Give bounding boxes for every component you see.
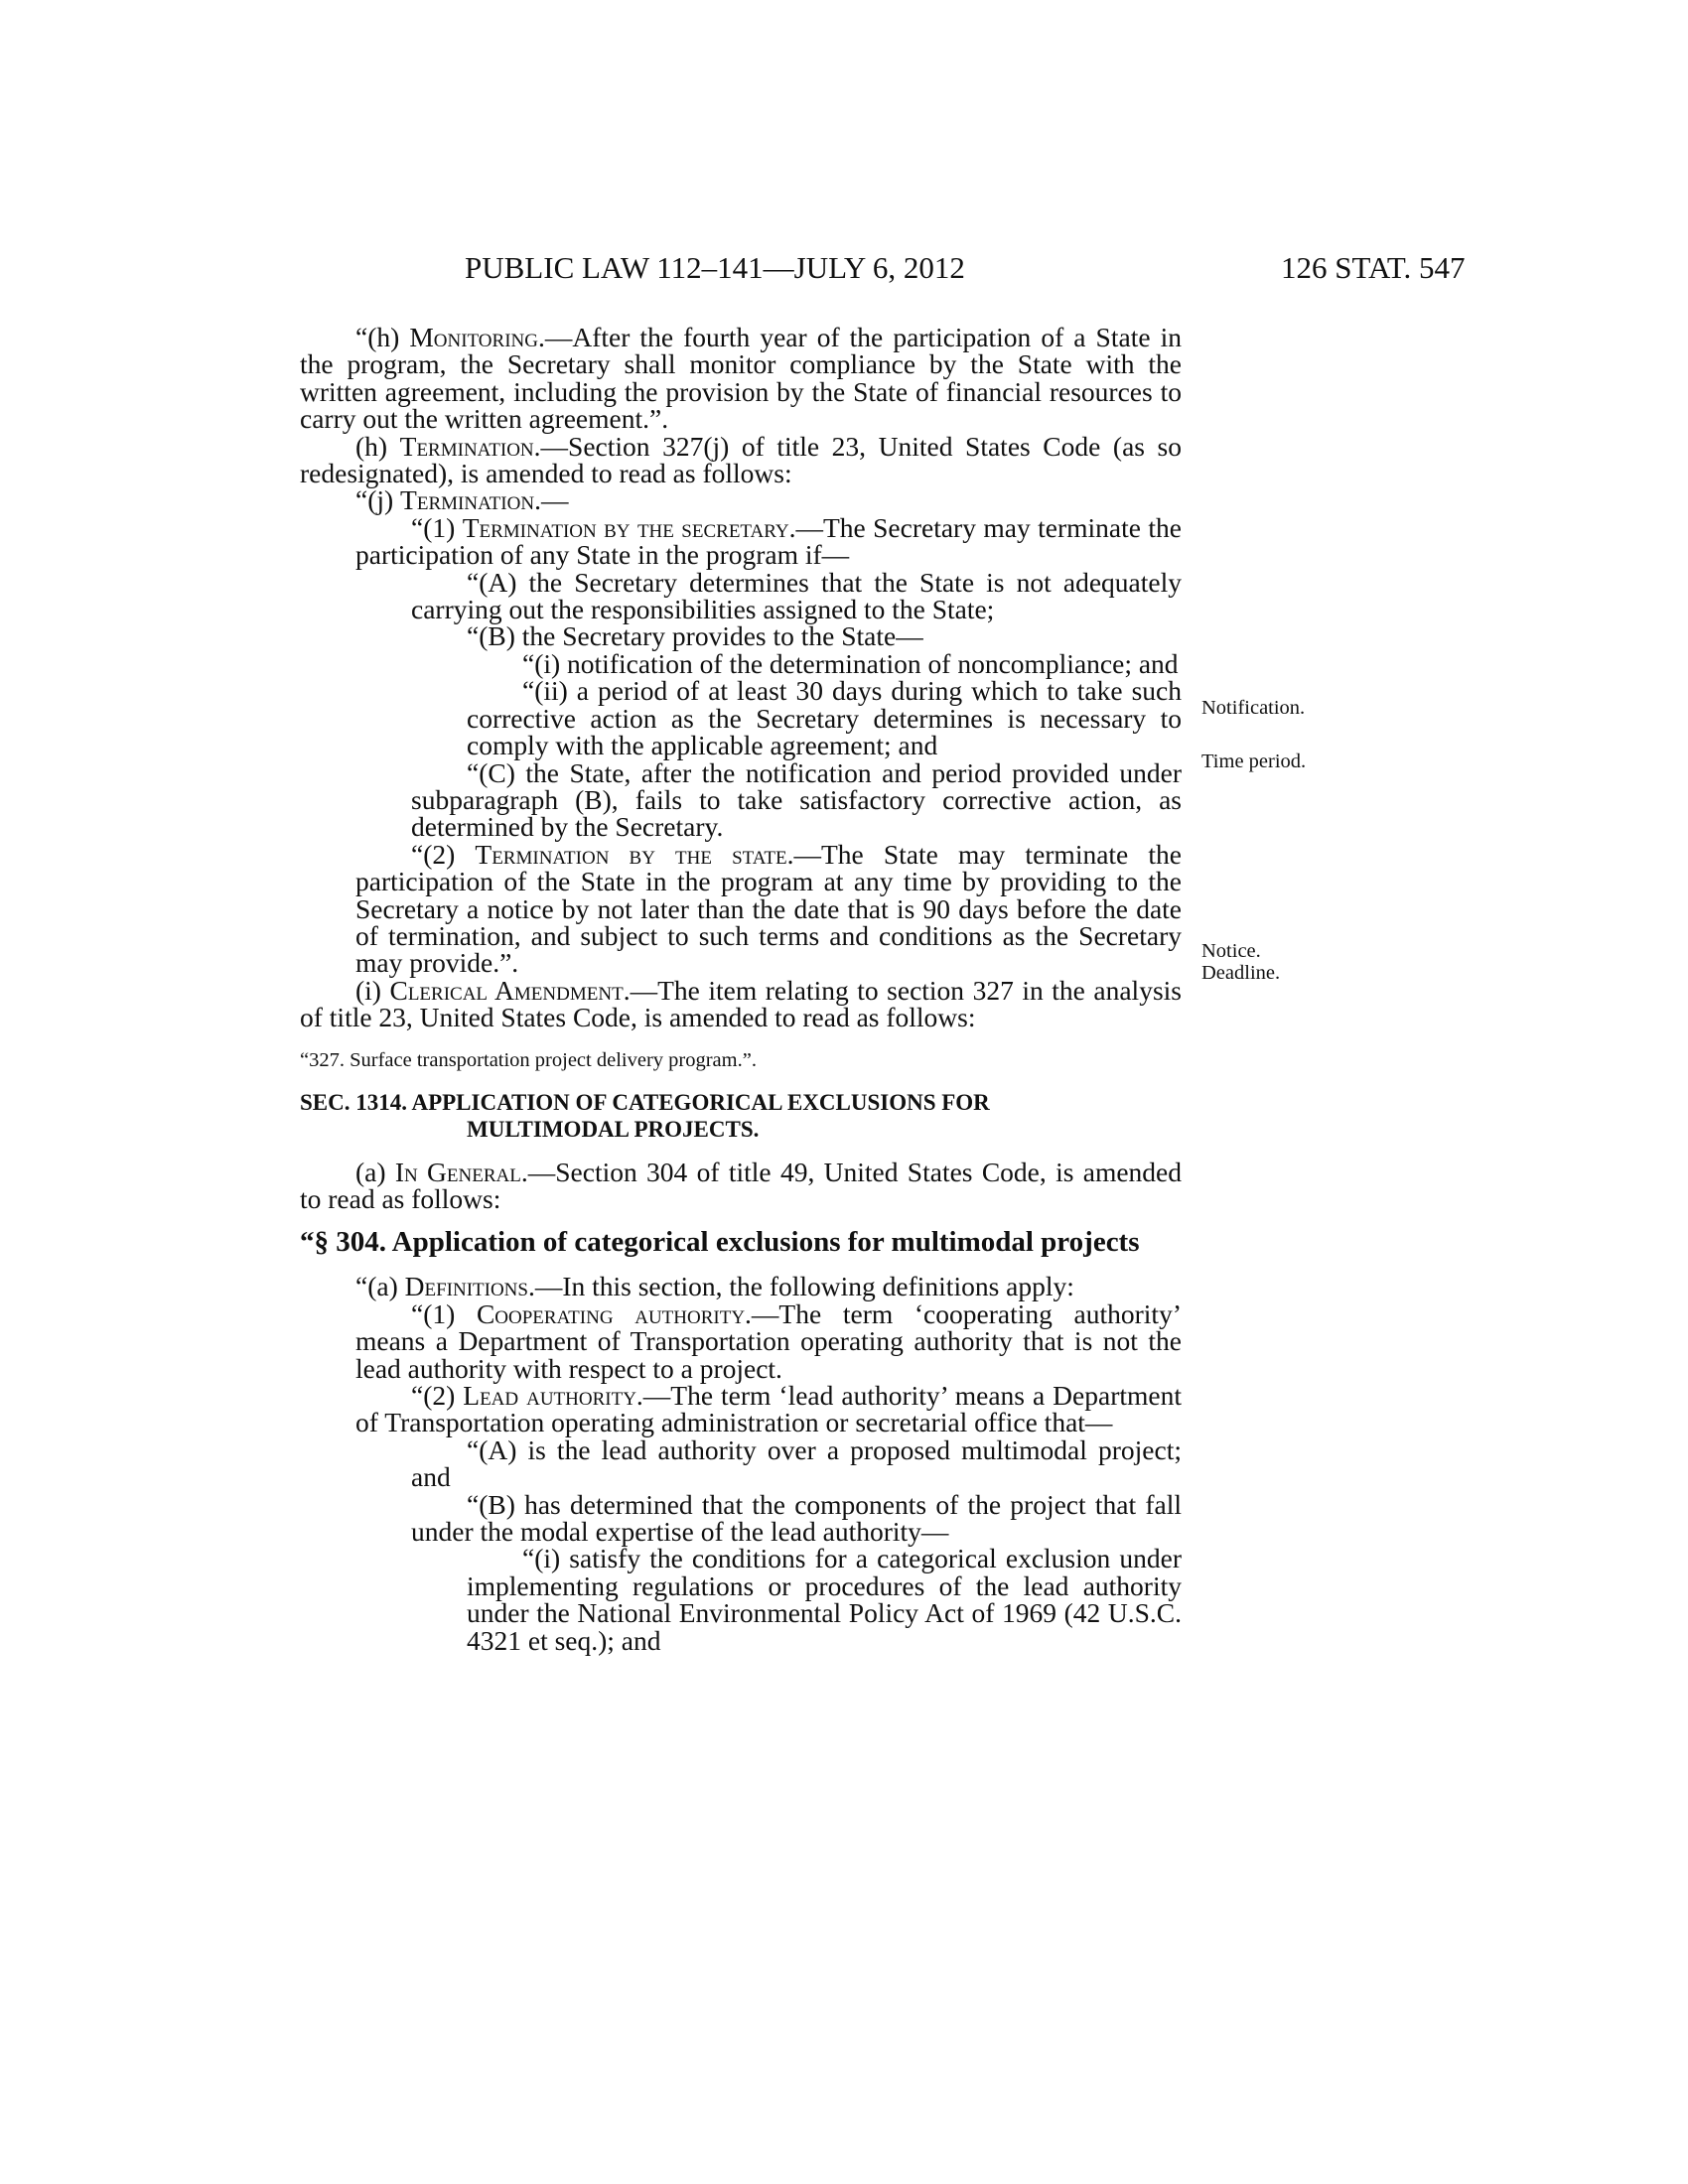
paragraph-c-fails-to-act: “(C) the State, after the notification and period provided under subparagraph (B), fails to take satisfactory corrective action, as determined by the Secretary.: [411, 756, 1182, 843]
analysis-item-327: “327. Surface transportation project delivery program.”.: [300, 1048, 757, 1071]
margin-note-notification: Notification.: [1201, 697, 1306, 719]
paragraph-1-termination-by-secretary: “(1) Termination by the secretary.—The Secretary may terminate the participation of any State in the program if—: [355, 511, 1182, 571]
margin-note-time-period: Time period.: [1201, 751, 1307, 772]
paragraph-h-termination: (h) Termination.—Section 327(j) of title 23, United States Code (as so redesignated), is amended to read as follows:: [300, 430, 1182, 489]
page-body: [300, 324, 1182, 1654]
running-header-title: PUBLIC LAW 112–141—JULY 6, 2012: [465, 250, 965, 285]
section-1314-heading-line1: SEC. 1314. APPLICATION OF CATEGORICAL EXCLUSIONS FOR: [300, 1089, 990, 1115]
paragraph-2-lead-authority: “(2) Lead authority.—The term ‘lead authority’ means a Department of Transportation operating administration or secretarial office that—: [355, 1380, 1182, 1438]
margin-note-notice: Notice.: [1201, 940, 1261, 962]
paragraph-a-in-general: (a) In General.—Section 304 of title 49, United States Code, is amended to read as follows:: [300, 1156, 1182, 1214]
paragraph-a-lead-authority-over: “(A) is the lead authority over a proposed multimodal project; and: [411, 1433, 1182, 1493]
paragraph-i-satisfy-conditions: “(i) satisfy the conditions for a categorical exclusion under implementing regulations or procedures of the lead authority under the National Environmental Policy Act of 1969 (42 U.S.C. 4321 et seq.); and: [467, 1543, 1182, 1656]
paragraph-b-secretary-provides: “(B) the Secretary provides to the State—: [467, 620, 923, 652]
paragraph-b-has-determined: “(B) has determined that the components of the project that fall under the modal expertise of the lead authority—: [411, 1488, 1182, 1548]
section-304-heading: “§ 304. Application of categorical exclusions for multimodal projects: [300, 1226, 1140, 1259]
section-1314-heading-line2: MULTIMODAL PROJECTS.: [467, 1116, 760, 1142]
paragraph-i-clerical-amendment: (i) Clerical Amendment.—The item relating to section 327 in the analysis of title 23, United States Code, is amended to read as follows:: [300, 974, 1182, 1033]
paragraph-h-monitoring: “(h) Monitoring.—After the fourth year of the participation of a State in the program, the Secretary shall monitor compliance by the State with the written agreement, including the provision by the State of financial resources to carry out the written agreement.”.: [300, 322, 1182, 435]
paragraph-j-termination: “(j) Termination.—: [355, 484, 569, 516]
page-number-stat: 126 STAT. 547: [1281, 250, 1466, 285]
paragraph-2-termination-by-state: “(2) Termination by the state.—The State may terminate the participation of the State in the program at any time by providing to the Secretary a notice by not later than the date that is 90 days before the date of termination, and subject to such terms and conditions as the Secretary may provide.”.: [355, 838, 1182, 979]
paragraph-1-cooperating-authority: “(1) Cooperating authority.—The term ‘cooperating authority’ means a Department of Transportation operating authority that is not the lead authority with respect to a project.: [355, 1297, 1182, 1384]
paragraph-a-definitions: “(a) Definitions.—In this section, the following definitions apply:: [355, 1271, 1074, 1302]
paragraph-i-notification: “(i) notification of the determination of noncompliance; and: [522, 647, 1179, 679]
margin-note-deadline: Deadline.: [1201, 962, 1281, 984]
paragraph-ii-period: “(ii) a period of at least 30 days during which to take such corrective action as the Secretary determines is necessary to comply with the applicable agreement; and: [467, 675, 1182, 761]
paragraph-a-not-carrying-out: “(A) the Secretary determines that the State is not adequately carrying out the responsibilities assigned to the State;: [411, 566, 1182, 625]
